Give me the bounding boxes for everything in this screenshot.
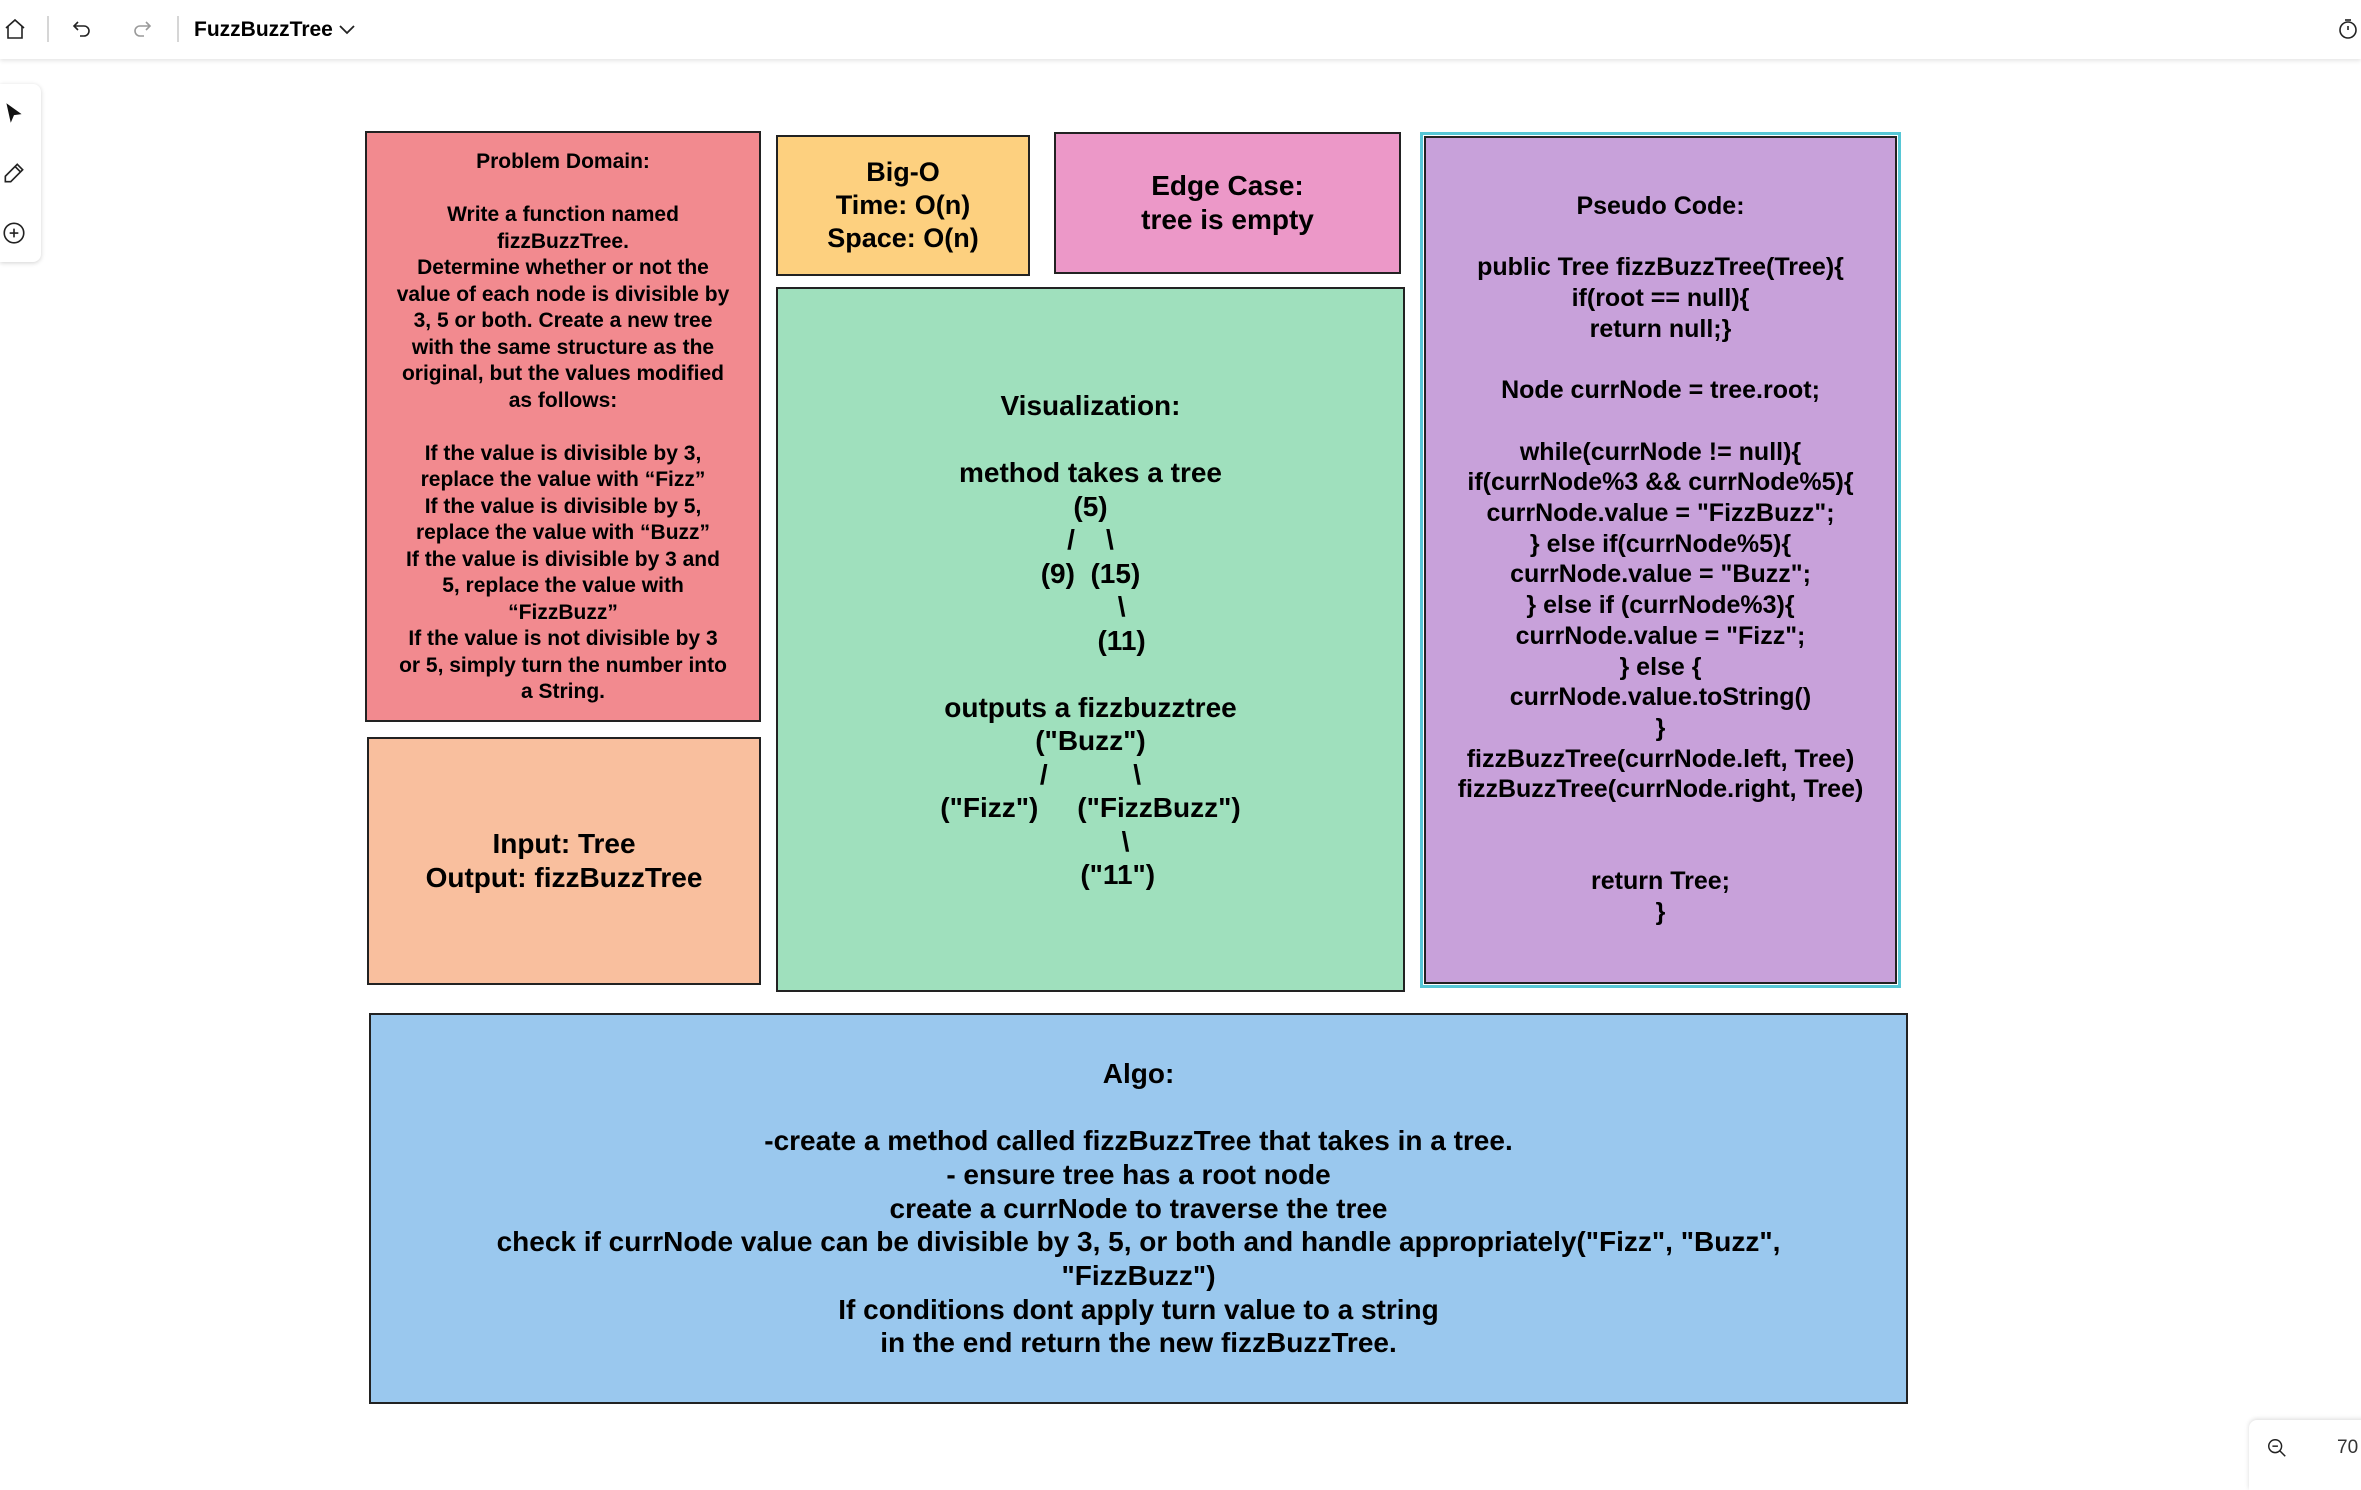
problem-line: If the value is divisible by 5, [424, 494, 702, 518]
problem-line: with the same structure as the [411, 335, 715, 359]
problem-line: value of each node is divisible by [396, 282, 730, 306]
toolbar-divider [47, 16, 49, 42]
visualization-line: / \ [1067, 524, 1114, 555]
big-o-card[interactable] [776, 135, 1030, 276]
pointer-icon[interactable] [0, 98, 28, 128]
algo-line: "FizzBuzz") [1061, 1260, 1216, 1292]
algo-line: If conditions dont apply turn value to a string [838, 1293, 1439, 1325]
visualization-line: \ [1055, 591, 1126, 622]
problem-line: as follows: [508, 388, 618, 412]
pseudo-line [1657, 805, 1664, 836]
visualization-line: / \ [1039, 758, 1142, 790]
input-output-card[interactable] [367, 737, 761, 985]
problem-line [560, 176, 566, 203]
pseudo-line [1657, 345, 1664, 376]
algo-line: -create a method called fizzBuzzTree that takes in a tree. [764, 1125, 1513, 1157]
problem-domain-card[interactable] [365, 131, 761, 722]
pseudo-line: Pseudo Code: [1576, 192, 1745, 220]
pseudo-line: if(root == null){ [1571, 284, 1750, 313]
pseudo-line: return null;} [1589, 314, 1732, 343]
visualization-line: ("Fizz") ("FizzBuzz") [940, 792, 1241, 823]
pseudo-line: while(currNode != null){ [1519, 437, 1802, 466]
visualization-line: Visualization: [1000, 390, 1181, 421]
pseudo-line [1657, 836, 1664, 867]
problem-line: replace the value with “Buzz” [415, 521, 711, 544]
pseudo-line: currNode.value = "Buzz"; [1510, 560, 1811, 589]
problem-line: Problem Domain: [476, 150, 650, 173]
pseudo-line: currNode.value = "FizzBuzz"; [1486, 499, 1835, 528]
pseudo-line: } else if (currNode%3){ [1526, 591, 1795, 620]
problem-line: If the value is divisible by 3 and [406, 547, 720, 571]
visualization-line: (11) [1035, 624, 1146, 656]
visualization-line: method takes a tree [959, 457, 1222, 488]
problem-line: replace the value with “Fizz” [420, 468, 706, 491]
pseudo-line: fizzBuzzTree(currNode.right, Tree) [1457, 775, 1864, 804]
problem-line: a String. [520, 680, 605, 703]
algo-line: Algo: [1102, 1057, 1175, 1089]
visualization-line: \ [1051, 825, 1130, 857]
problem-line: 3, 5 or both. Create a new tree [413, 309, 713, 332]
redo-icon[interactable] [127, 14, 157, 44]
edge-case-line: tree is empty [1141, 204, 1314, 235]
problem-line: fizzBuzzTree. [497, 229, 629, 253]
pseudo-line: currNode.value.toString() [1509, 683, 1812, 712]
pseudo-line [1657, 406, 1664, 437]
big-o-line: Space: O(n) [827, 223, 979, 253]
edge-case-card[interactable] [1054, 132, 1401, 274]
problem-line: “FizzBuzz” [508, 600, 618, 624]
algo-line: check if currNode value can be divisible by 3, 5, or both and handle appropriately("Fizz", "Buzz", [496, 1226, 1781, 1258]
add-circle-icon[interactable] [0, 218, 28, 248]
pseudo-code-card[interactable] [1424, 136, 1897, 984]
big-o-line: Big-O [866, 157, 940, 187]
problem-line: Determine whether or not the [417, 256, 709, 279]
zoom-level[interactable]: 70 [2337, 1437, 2359, 1458]
visualization-line: ("Buzz") [1035, 725, 1146, 756]
pseudo-line: currNode.value = "Fizz"; [1515, 621, 1806, 650]
problem-line: If the value is not divisible by 3 [408, 627, 718, 650]
algo-line: create a currNode to traverse the tree [889, 1192, 1388, 1224]
problem-line: 5, replace the value with [442, 574, 684, 597]
pseudo-line: } [1655, 713, 1666, 742]
chevron-down-icon[interactable] [332, 14, 362, 44]
timer-icon[interactable] [2333, 14, 2361, 44]
input-output-line: Input: Tree [492, 828, 636, 859]
problem-line: original, but the values modified [401, 362, 725, 385]
pseudo-line: return Tree; [1591, 867, 1730, 896]
zoom-control [2249, 1420, 2361, 1490]
home-icon[interactable] [0, 14, 30, 44]
pseudo-line: } else { [1619, 652, 1702, 681]
edge-case-line: Edge Case: [1151, 170, 1304, 201]
visualization-card[interactable] [776, 287, 1405, 992]
visualization-line [1087, 423, 1095, 457]
algo-line [1135, 1091, 1143, 1125]
pseudo-line: } else if(currNode%5){ [1529, 529, 1792, 558]
pseudo-line: } [1655, 898, 1666, 927]
visualization-line: outputs a fizzbuzztree [944, 691, 1237, 723]
undo-icon[interactable] [67, 14, 97, 44]
algo-card[interactable] [369, 1013, 1908, 1404]
input-output-line: Output: fizzBuzzTree [425, 862, 703, 893]
algo-line: - ensure tree has a root node [946, 1158, 1331, 1190]
problem-line: If the value is divisible by 3, [424, 441, 702, 465]
pseudo-line [1657, 222, 1664, 253]
big-o-line: Time: O(n) [835, 190, 971, 220]
pseudo-line: Node currNode = tree.root; [1501, 376, 1820, 405]
zoom-out-icon[interactable] [2263, 1434, 2291, 1462]
toolbar-divider [177, 16, 179, 42]
pseudo-line: if(currNode%3 && currNode%5){ [1467, 468, 1854, 497]
problem-line: or 5, simply turn the number into [399, 653, 727, 677]
pen-icon[interactable] [0, 158, 28, 188]
top-toolbar [0, 0, 2361, 59]
algo-line: in the end return the new fizzBuzzTree. [880, 1327, 1397, 1359]
visualization-line: (5) [1073, 490, 1108, 522]
pseudo-line: fizzBuzzTree(currNode.left, Tree) [1466, 744, 1855, 773]
document-title[interactable]: FuzzBuzzTree [194, 18, 333, 41]
problem-line [560, 414, 566, 441]
tool-rail [0, 84, 41, 262]
pseudo-line: public Tree fizzBuzzTree(Tree){ [1477, 253, 1844, 282]
visualization-line [1087, 657, 1095, 691]
problem-line: Write a function named [447, 203, 679, 226]
visualization-line: (9) (15) [1040, 557, 1141, 589]
visualization-line: ("11") [1025, 859, 1156, 890]
